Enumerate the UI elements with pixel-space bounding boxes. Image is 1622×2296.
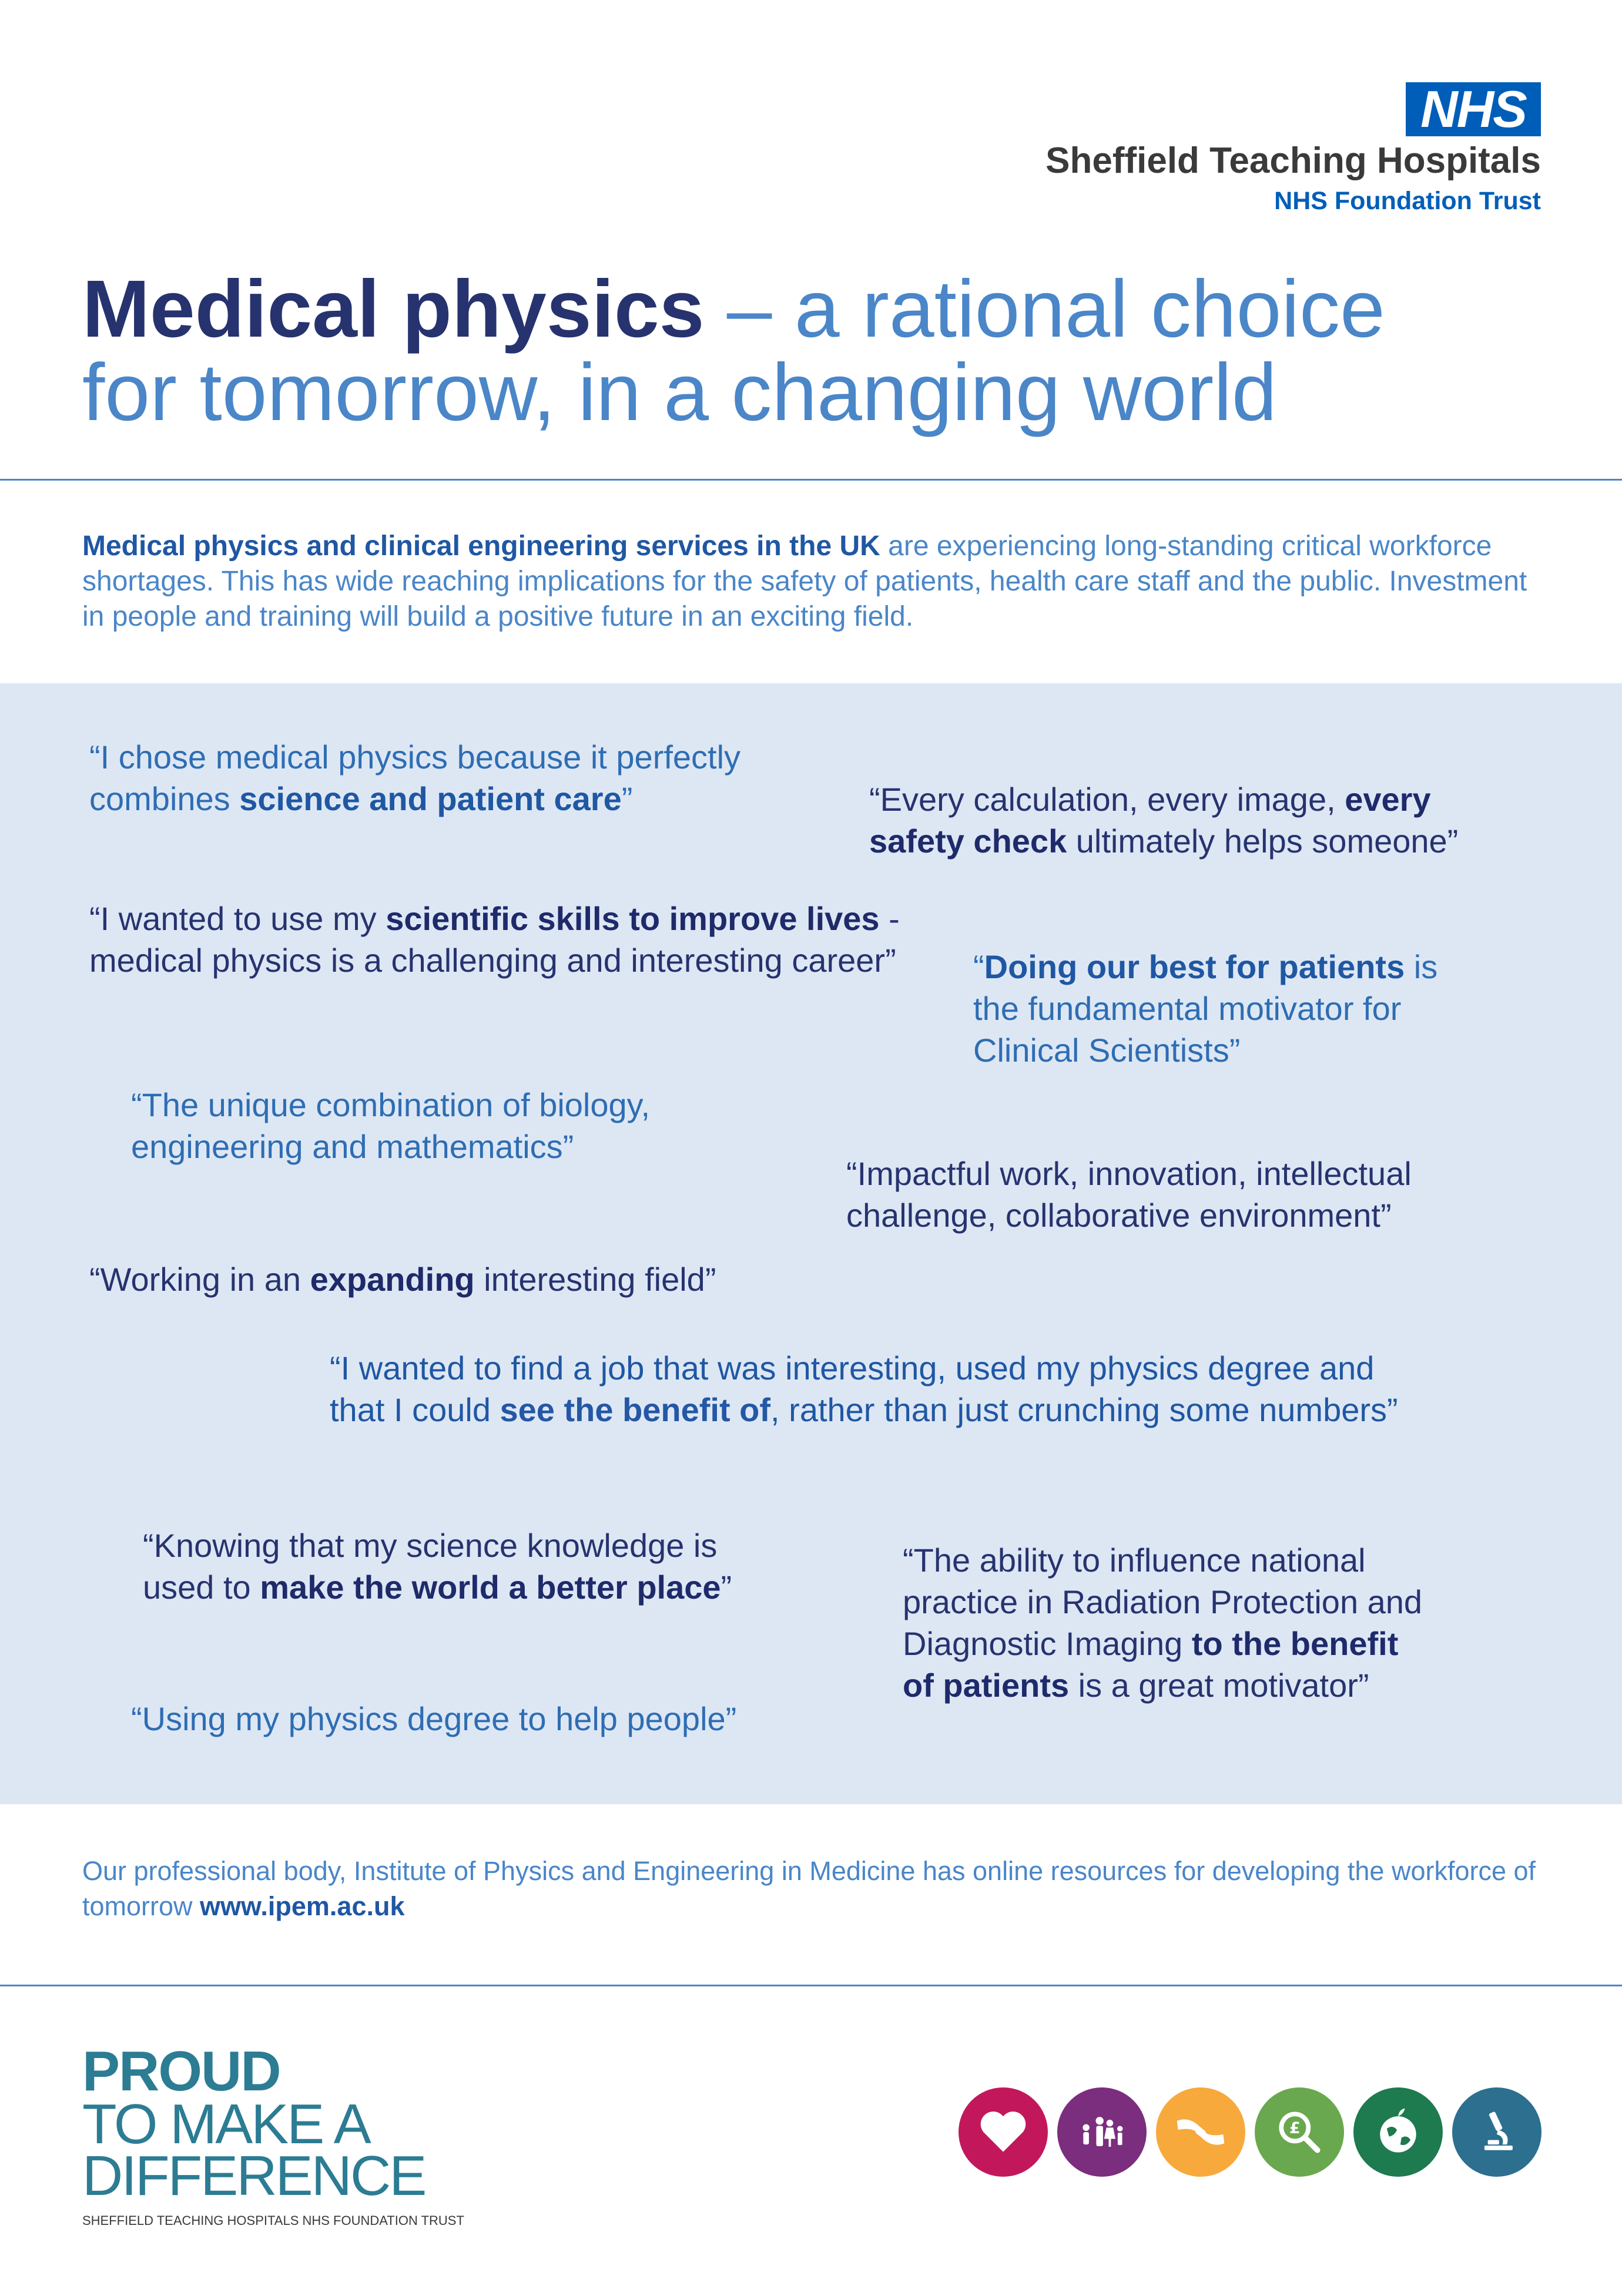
quote-2-bold2: safety check <box>869 823 1067 860</box>
quote-4-line2: the fundamental motivator for <box>973 990 1402 1027</box>
divider-bottom <box>0 1985 1622 1986</box>
title-line2: for tomorrow, in a changing world <box>82 347 1277 438</box>
quote-5-line1: “The unique combination of biology, <box>131 1086 651 1123</box>
quote-2-pre: “Every calculation, every image, <box>869 781 1345 818</box>
quote-11 <box>131 1698 736 1740</box>
quote-8-bold: see the benefit of <box>500 1391 771 1428</box>
quote-4-line3: Clinical Scientists” <box>973 1032 1241 1069</box>
quote-3-line2: medical physics is a challenging and interesting career” <box>89 942 896 979</box>
quote-9-pre: used to <box>143 1569 260 1606</box>
page-title <box>82 264 1493 438</box>
quote-5 <box>131 1084 650 1167</box>
quote-4-pre: “ <box>973 948 984 985</box>
quote-7-post: interesting field” <box>474 1261 716 1298</box>
quote-10-line1: “The ability to influence national <box>903 1542 1366 1579</box>
quote-1 <box>89 736 740 820</box>
quote-3-pre: “I wanted to use my <box>89 900 386 937</box>
proud-line1: PROUD <box>82 2040 280 2103</box>
quote-1-pre: combines <box>89 780 240 817</box>
quote-10-line2: practice in Radiation Protection and <box>903 1583 1423 1620</box>
quote-9-post: ” <box>720 1569 732 1606</box>
microscope-icon <box>1452 2087 1541 2177</box>
quote-1-post: ” <box>621 780 633 817</box>
title-rest: – a rational choice <box>704 264 1385 354</box>
nhs-logo: NHS <box>1406 82 1541 136</box>
globe-icon <box>1353 2087 1443 2177</box>
quote-8-line1: “I wanted to find a job that was interesting, used my physics degree and <box>330 1350 1375 1387</box>
quote-1-bold: science and patient care <box>239 780 622 817</box>
quote-9-bold: make the world a better place <box>260 1569 721 1606</box>
quote-8-pre: that I could <box>330 1391 500 1428</box>
quote-9-line1: “Knowing that my science knowledge is <box>143 1527 718 1564</box>
quote-5-line2: engineering and mathematics” <box>131 1128 574 1165</box>
quote-10-bold1: to the benefit <box>1191 1625 1399 1662</box>
quote-8 <box>330 1347 1398 1431</box>
quote-4-bold: Doing our best for patients <box>984 948 1405 985</box>
ipem-link[interactable]: www.ipem.ac.uk <box>200 1891 405 1921</box>
quote-9 <box>143 1525 732 1608</box>
quote-2-post: ultimately helps someone” <box>1067 823 1459 860</box>
footer-paragraph <box>82 1854 1551 1924</box>
quote-7 <box>89 1258 716 1300</box>
proud-logo <box>82 2040 464 2231</box>
quote-3-post: - <box>879 900 900 937</box>
family-icon <box>1057 2087 1147 2177</box>
quote-7-bold: expanding <box>310 1261 475 1298</box>
proud-line3: DIFFERENCE <box>82 2144 425 2207</box>
quote-2 <box>869 778 1458 862</box>
quote-3 <box>89 898 900 981</box>
quote-8-post: , rather than just crunching some numbers” <box>770 1391 1398 1428</box>
quote-4 <box>973 946 1437 1071</box>
footer-text: Our professional body, Institute of Physics and Engineering in Medicine has online resources for developing the workforce of tomorrow <box>82 1856 1536 1921</box>
quote-2-bold1: every <box>1345 781 1431 818</box>
quote-10-pre: Diagnostic Imaging <box>903 1625 1192 1662</box>
proud-subtitle: SHEFFIELD TEACHING HOSPITALS NHS FOUNDATION TRUST <box>82 2213 464 2228</box>
intro-paragraph <box>82 529 1540 635</box>
divider-top <box>0 479 1622 481</box>
quote-6-line2: challenge, collaborative environment” <box>846 1197 1392 1234</box>
quote-4-post: is <box>1405 948 1438 985</box>
quote-6 <box>846 1153 1412 1236</box>
money-search-icon <box>1255 2087 1344 2177</box>
intro-text: are experiencing long-standing critical workforce shortages. This has wide reaching implications for the safety of patients, health care staff and the public. Investment in people and training will build a positive future in an exciting field. <box>82 531 1527 632</box>
quote-3-bold: scientific skills to improve lives <box>386 900 880 937</box>
heart-icon <box>959 2087 1048 2177</box>
intro-lead: Medical physics and clinical engineering services in the UK <box>82 531 880 562</box>
proud-line2: TO MAKE A <box>82 2093 370 2156</box>
org-name: Sheffield Teaching Hospitals <box>1045 140 1541 181</box>
svg-text:£: £ <box>1289 2119 1301 2137</box>
quote-10-bold2: of patients <box>903 1667 1070 1704</box>
quote-6-line1: “Impactful work, innovation, intellectual <box>846 1155 1412 1192</box>
quote-10-post: is a great motivator” <box>1069 1667 1369 1704</box>
title-strong: Medical physics <box>82 264 705 354</box>
quote-1-line1: “I chose medical physics because it perfectly <box>89 739 741 776</box>
quote-10 <box>903 1539 1422 1706</box>
helping-hands-icon <box>1156 2087 1245 2177</box>
org-subtitle: NHS Foundation Trust <box>1274 187 1541 215</box>
quote-11-line1: “Using my physics degree to help people” <box>131 1700 737 1737</box>
quote-7-pre: “Working in an <box>89 1261 310 1298</box>
